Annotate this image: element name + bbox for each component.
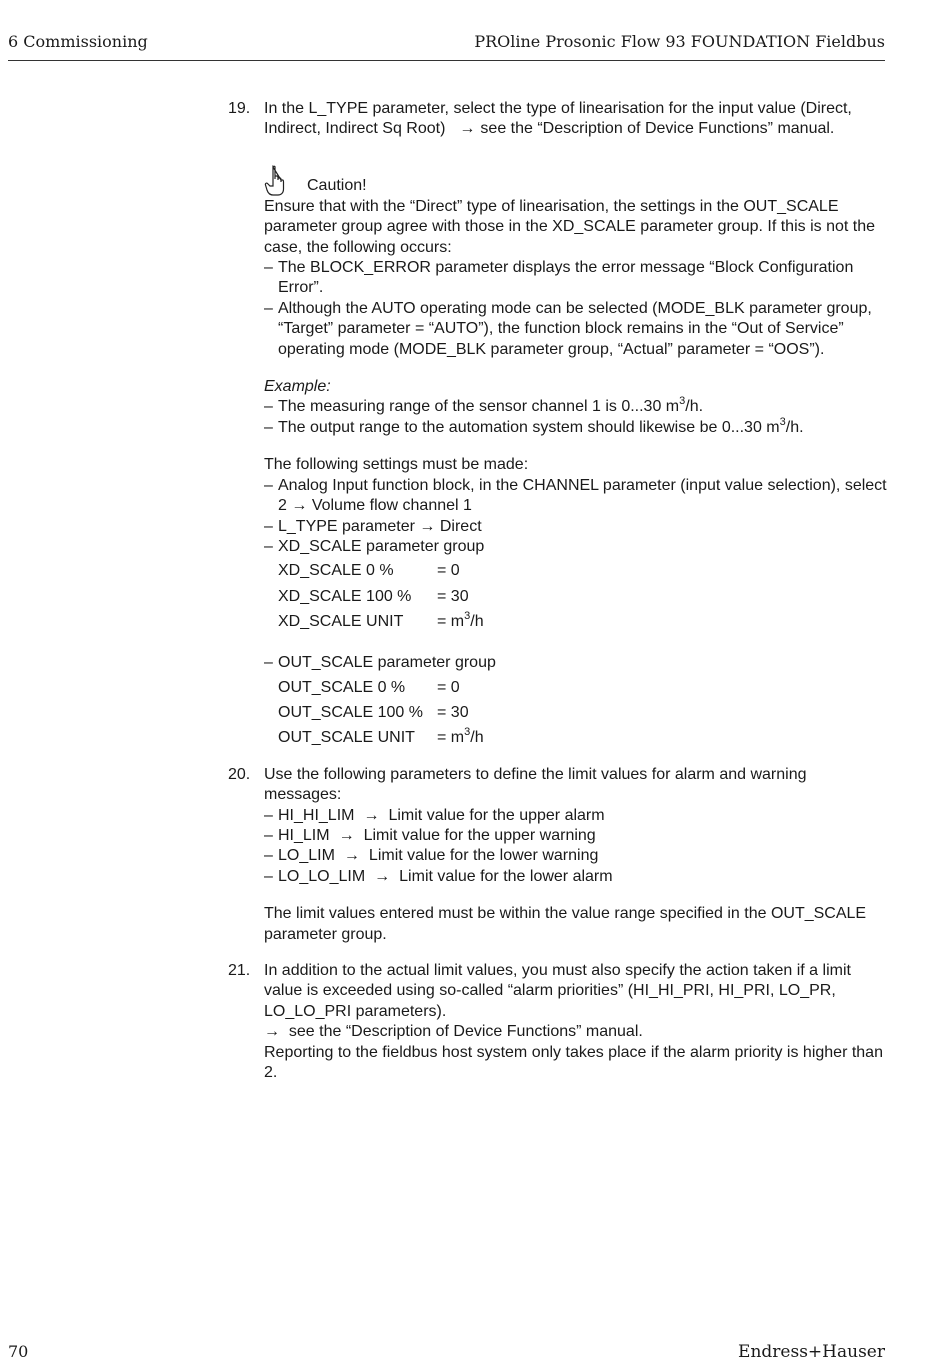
param-key: OUT_SCALE 100 % bbox=[278, 704, 423, 722]
caution-bullet: – Although the AUTO operating mode can be selected (MODE_BLK parameter group, “Target” parameter = “AUTO”), the function block remains in the “Out of Service” operating mode (MODE_BLK parameter group, “Actual” parameter = “OOS”). bbox=[264, 299, 888, 360]
section-title: 6 Commissioning bbox=[8, 32, 148, 51]
page-number: 70 bbox=[8, 1342, 29, 1361]
param-value: = 30 bbox=[437, 704, 469, 722]
brand-logo-text: Endress+Hauser bbox=[738, 1342, 885, 1362]
setting-item: – Analog Input function block, in the CHANNEL parameter (input value selection), select 2 → Volume flow channel 1 bbox=[264, 476, 888, 517]
step-19-line-2: Indirect, Indirect Sq Root) → see the “Description of Device Functions” manual. bbox=[264, 120, 835, 138]
step-21-report: Reporting to the fieldbus host system only takes place if the alarm priority is higher than 2. bbox=[264, 1043, 883, 1081]
caution-heading bbox=[264, 160, 888, 197]
document-title: PROline Prosonic Flow 93 FOUNDATION Fieldbus bbox=[474, 32, 885, 51]
step-20-intro: Use the following parameters to define the limit values for alarm and warning messages: bbox=[264, 765, 807, 804]
caution-text: Ensure that with the “Direct” type of linearisation, the settings in the OUT_SCALE parameter group agree with those in the XD_SCALE parameter group. If this is not the case, the following occurs: bbox=[264, 197, 875, 256]
param-key: XD_SCALE UNIT bbox=[278, 612, 404, 630]
main-content bbox=[228, 99, 888, 1083]
caution-label: Caution! bbox=[307, 177, 367, 195]
param-key: OUT_SCALE UNIT bbox=[278, 729, 415, 747]
arrow-icon: → bbox=[343, 847, 360, 865]
example-item: – The output range to the automation system should likewise be 0...30 $m^3/h$. bbox=[264, 418, 888, 438]
step-number: 21. bbox=[228, 961, 251, 979]
example-item: – The measuring range of the sensor channel 1 is 0...30 $m^3/h$. bbox=[264, 397, 888, 417]
step-19-line-1: In the L_TYPE parameter, select the type of linearisation for the input value (Direct, bbox=[264, 100, 852, 117]
example-label: Example: bbox=[264, 378, 331, 396]
limit-item: – LO_LO_LIM → Limit value for the lower alarm bbox=[264, 867, 888, 887]
arrow-icon: → bbox=[363, 806, 380, 824]
arrow-icon: → bbox=[291, 497, 308, 515]
arrow-icon: → bbox=[374, 867, 391, 885]
param-value: = 30 bbox=[437, 587, 469, 605]
out-scale-table bbox=[264, 678, 888, 749]
limit-item: – HI_HI_LIM → Limit value for the upper alarm bbox=[264, 806, 888, 826]
limit-item: – LO_LIM → Limit value for the lower warning bbox=[264, 846, 888, 866]
param-key: OUT_SCALE 0 % bbox=[278, 678, 406, 696]
step-number: 20. bbox=[228, 765, 251, 783]
param-value: = $m^3/h$ bbox=[437, 609, 484, 630]
arrow-icon: → bbox=[264, 1023, 280, 1041]
step-number: 19. bbox=[228, 100, 251, 117]
pointing-hand-icon bbox=[264, 165, 286, 197]
step-21-text: In addition to the actual limit values, you must also specify the action taken if a limit value is exceeded using so-called “alarm priorities” (HI_HI_PRI, HI_PRI, LO_PR, LO_LO_PRI parameters). bbox=[264, 961, 851, 1020]
param-value: = 0 bbox=[437, 678, 460, 696]
arrow-icon: → bbox=[459, 120, 476, 138]
step-20 bbox=[228, 765, 888, 945]
caution-bullet: – The BLOCK_ERROR parameter displays the error message “Block Configuration Error”. bbox=[264, 258, 888, 299]
page-header bbox=[8, 30, 885, 61]
limit-note: The limit values entered must be within the value range specified in the OUT_SCALE parameter group. bbox=[264, 905, 867, 943]
xd-scale-table bbox=[264, 561, 888, 632]
param-key: XD_SCALE 100 % bbox=[278, 587, 412, 605]
setting-item: – XD_SCALE parameter group bbox=[264, 537, 888, 557]
step-21-see: → see the “Description of Device Functions” manual. bbox=[264, 1023, 643, 1041]
setting-item: – L_TYPE parameter → Direct bbox=[264, 517, 888, 537]
step-19 bbox=[228, 99, 888, 749]
limit-item: – HI_LIM → Limit value for the upper warning bbox=[264, 826, 888, 846]
setting-item: – OUT_SCALE parameter group bbox=[264, 653, 888, 673]
param-value: = 0 bbox=[437, 562, 460, 580]
settings-intro: The following settings must be made: bbox=[264, 456, 529, 474]
param-value: = $m^3/h$ bbox=[437, 725, 484, 747]
arrow-icon: → bbox=[338, 826, 355, 844]
step-21 bbox=[228, 961, 888, 1083]
param-key: XD_SCALE 0 % bbox=[278, 562, 394, 580]
arrow-icon: → bbox=[419, 517, 436, 535]
